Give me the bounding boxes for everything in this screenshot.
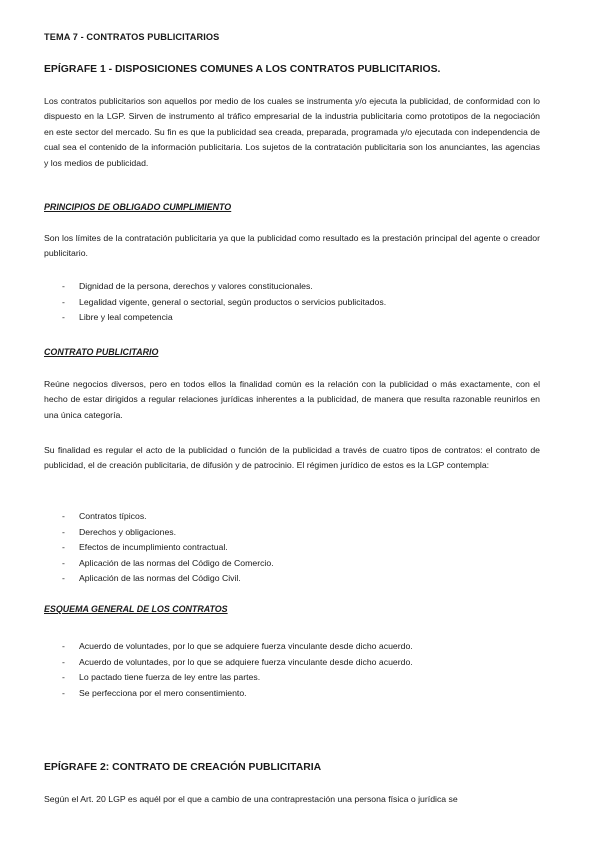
list-item: - Acuerdo de voluntades, por lo que se adquiere fuerza vinculante desde dicho acuerdo.	[44, 639, 540, 655]
principios-paragraph: Son los límites de la contratación publicitaria ya que la publicidad como resultado es la prestación principal del agente o creador publicitario.	[44, 233, 540, 259]
list-item: - Efectos de incumplimiento contractual.	[44, 540, 540, 556]
list-item: - Derechos y obligaciones.	[44, 525, 540, 541]
list-item: - Contratos típicos.	[44, 509, 540, 525]
esquema-title: ESQUEMA GENERAL DE LOS CONTRATOS	[44, 604, 228, 614]
tema-title: TEMA 7 - CONTRATOS PUBLICITARIOS	[44, 32, 220, 42]
epigrafe1-heading: EPÍGRAFE 1 - DISPOSICIONES COMUNES A LOS CONTRATOS PUBLICITARIOS.	[44, 64, 441, 75]
principios-title: PRINCIPIOS DE OBLIGADO CUMPLIMIENTO	[44, 202, 232, 212]
list-item: - Lo pactado tiene fuerza de ley entre las partes.	[44, 670, 540, 686]
epigrafe2-heading: EPÍGRAFE 2: CONTRATO DE CREACIÓN PUBLICITARIA	[44, 762, 322, 773]
list-item: - Se perfecciona por el mero consentimiento.	[44, 686, 540, 702]
list-item: - Aplicación de las normas del Código de Comercio.	[44, 556, 540, 572]
contrato-paragraph-1: Reúne negocios diversos, pero en todos ellos la finalidad común es la relación con la publicidad o más exactamente, con el hecho de estar dirigidos a regular relaciones jurídicas inherentes a la publicidad, de manera que resulta razonable reunirlos en una única categoría.	[44, 379, 540, 420]
list-item: - Legalidad vigente, general o sectorial, según productos o servicios publicitados.	[44, 295, 540, 311]
esquema-list	[44, 639, 540, 701]
contrato-title: CONTRATO PUBLICITARIO	[44, 347, 159, 357]
epigrafe2-paragraph: Según el Art. 20 LGP es aquél por el que a cambio de una contraprestación una persona física o jurídica se	[44, 794, 458, 804]
list-item: - Dignidad de la persona, derechos y valores constitucionales.	[44, 279, 540, 295]
contrato-paragraph-2: Su finalidad es regular el acto de la publicidad o función de la publicidad a través de cuatro tipos de contratos: el contrato de publicidad, el de creación publicitaria, de difusión y de patrocinio. El régimen jurídico de estos es la LGP contempla:	[44, 445, 540, 471]
principios-list	[44, 279, 540, 326]
list-item: - Aplicación de las normas del Código Civil.	[44, 571, 540, 587]
list-item: - Acuerdo de voluntades, por lo que se adquiere fuerza vinculante desde dicho acuerdo.	[44, 655, 540, 671]
list-item: - Libre y leal competencia	[44, 310, 540, 326]
intro-paragraph: Los contratos publicitarios son aquellos por medio de los cuales se instrumenta y/o ejecuta la publicidad, de conformidad con lo dispuesto en la LGP. Sirven de instrumento al tráfico empresarial de la industria publicitaria como prototipos de la negociación en este sector del mercado. Su fin es que la publicidad sea creada, preparada, programada y/o ejecutada con independencia de cual sea el contenido de la información publicitaria. Los sujetos de la contratación publicitaria son los anunciantes, las agencias y los medios de publicidad.	[44, 96, 540, 168]
contrato-list	[44, 509, 540, 587]
